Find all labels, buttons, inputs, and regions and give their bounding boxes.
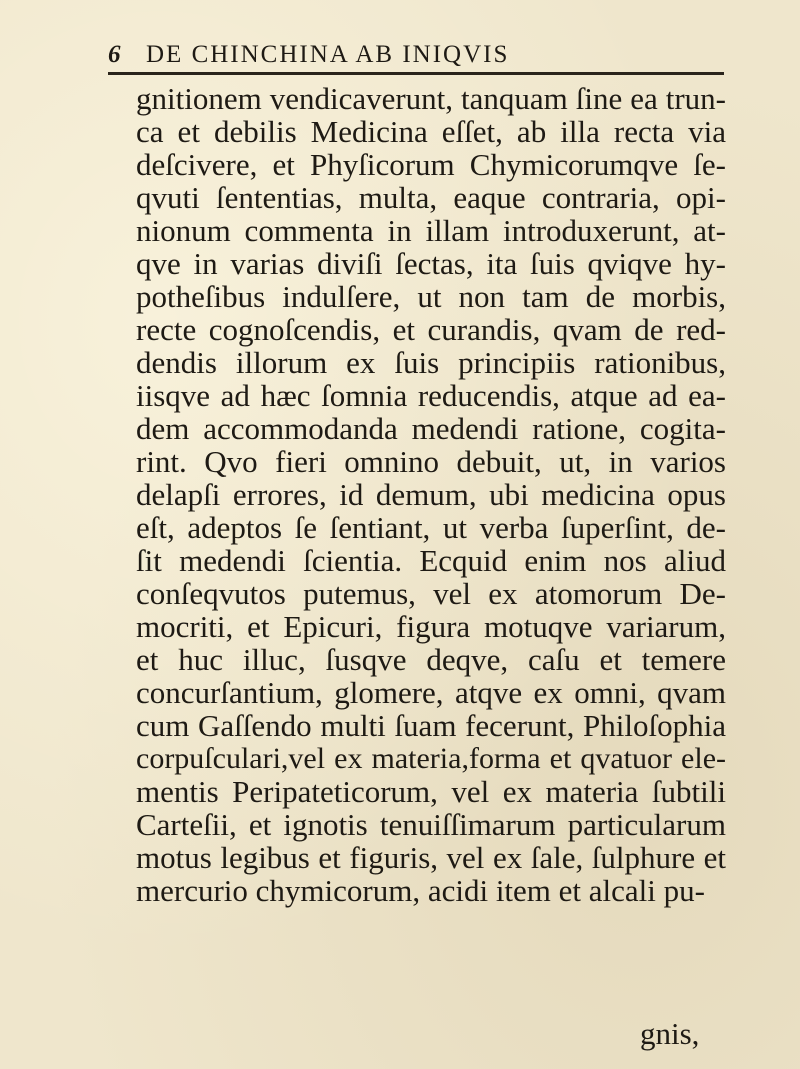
- text-line: potheſibus indulſere, ut non tam de morbis,: [136, 279, 726, 314]
- text-line: conſeqvutos putemus, vel ex atomorum De-: [136, 576, 726, 611]
- text-line: gnitionem vendicaverunt, tanquam ſine ea trun-: [136, 81, 726, 116]
- text-line: mentis Peripateticorum, vel ex materia ſubtili: [136, 774, 726, 809]
- text-line: et huc illuc, ſusqve deqve, caſu et temere: [136, 642, 726, 677]
- text-line: deſcivere, et Phyſicorum Chymicorumqve ſe-: [136, 147, 726, 182]
- text-line: recte cognoſcendis, et curandis, qvam de red-: [136, 312, 726, 347]
- text-line: rint. Qvo fieri omnino debuit, ut, in varios: [136, 444, 726, 479]
- text-line: delapſi errores, id demum, ubi medicina opus: [136, 477, 726, 512]
- text-line: qve in varias diviſi ſectas, ita ſuis qviqve hy-: [136, 246, 726, 281]
- text-line: ſit medendi ſcientia. Ecquid enim nos aliud: [136, 543, 726, 578]
- text-line: iisqve ad hæc ſomnia reducendis, atque ad ea-: [136, 378, 726, 413]
- text-line: mercurio chymicorum, acidi item et alcali pu-: [136, 873, 705, 908]
- text-line: cum Gaſſendo multi ſuam fecerunt, Philoſophia: [136, 708, 726, 743]
- text-line: nionum commenta in illam introduxerunt, at-: [136, 213, 726, 248]
- catchword: gnis,: [640, 1016, 700, 1051]
- page-header: [108, 41, 718, 71]
- running-head: DE CHINCHINA AB INIQVIS: [146, 41, 510, 68]
- text-line: eſt, adeptos ſe ſentiant, ut verba ſuperſint, de-: [136, 510, 726, 545]
- body-text: [136, 82, 726, 907]
- header-rule: [108, 72, 724, 75]
- text-line: concurſantium, glomere, atqve ex omni, qvam: [136, 675, 726, 710]
- text-line: Carteſii, et ignotis tenuiſſimarum particularum: [136, 807, 726, 842]
- text-line: motus legibus et figuris, vel ex ſale, ſulphure et: [136, 840, 726, 875]
- text-line: mocriti, et Epicuri, figura motuqve variarum,: [136, 609, 726, 644]
- text-line: qvuti ſententias, multa, eaque contraria, opi-: [136, 180, 726, 215]
- text-line: dendis illorum ex ſuis principiis rationibus,: [136, 345, 726, 380]
- text-line: corpuſculari,vel ex materia,forma et qvatuor ele-: [136, 742, 726, 775]
- text-line: ca et debilis Medicina eſſet, ab illa recta via: [136, 114, 726, 149]
- page-number: 6: [108, 41, 123, 68]
- text-line: dem accommodanda medendi ratione, cogita-: [136, 411, 726, 446]
